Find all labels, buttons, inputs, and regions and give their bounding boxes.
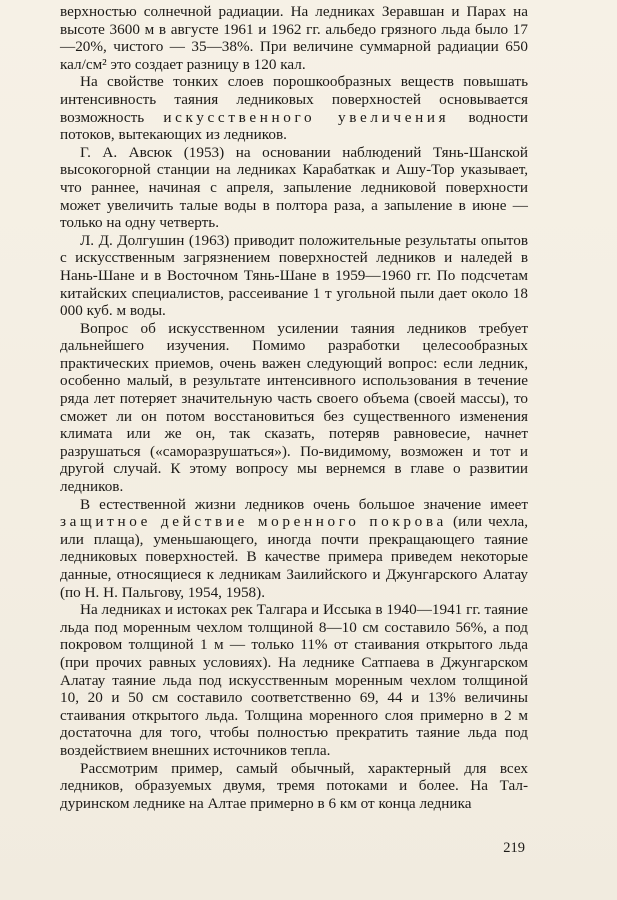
paragraph [60, 496, 528, 602]
emphasized-text: искусственного увеличения [163, 108, 450, 126]
paragraph-text: На ледниках и истоках рек Талгара и Иссыка в 1940—1941 гг. таяние льда под моренным чехлом толщиной 8—10 см составило 56%, а под покровом толщиной 1 м — только 11% от стаивания открытого льда (при прочих равных условиях). На леднике Сатпаева в Джунгарском Алатау таяние льда под искусственным моренным чехлом толщиной 10, 20 и 50 см составило соответственно 69, 44 и 13% величины стаивания открытого льда. Толщина моренного слоя примерно в 2 м достаточна для того, чтобы полностью прекратить таяние льда под воздействием внешних источников тепла. [60, 601, 528, 759]
page-number: 219 [503, 840, 525, 856]
paragraph-text: Л. Д. Долгушин (1963) приводит положительные результаты опытов с искусственным загрязнением поверхностей ледников и наледей в Нань-Шане и в Восточном Тянь-Шане в 1959—1960 гг. По подсчетам китайских специалистов, рассеивание 1 т угольной пыли дает около 18 000 куб. м воды. [60, 231, 528, 320]
paragraph-text: На свойстве тонких слоев порошкообразных веществ повышать интенсивность таяния ледниковых поверхностей основывается возможность [60, 73, 528, 126]
emphasized-text: защитное действие моренного покрова [60, 513, 447, 531]
paragraph [60, 144, 528, 232]
paragraph [60, 232, 528, 320]
paragraph-text: Рассмотрим пример, самый обычный, характерный для всех ледников, образуемых двумя, тремя потоками и более. На Талдуринском леднике на Алтае примерно в 6 км от конца ледника [60, 759, 528, 812]
paragraph [60, 320, 528, 496]
paragraph-text: водности потоков, вытекающих из ледников. [60, 108, 529, 144]
paragraph-text: Г. А. Авсюк (1953) на основании наблюдений Тянь-Шанской высокогорной станции на ледниках Карабаткак и Ашу-Тор указывает, что раннее, начиная с апреля, запыление ледниковой поверхности может увеличить талые воды в полтора раза, а запыление в июне — только на одну четверть. [60, 143, 528, 232]
paragraph [60, 73, 528, 143]
paragraph [60, 760, 528, 813]
paragraph [60, 601, 528, 759]
body-text [60, 3, 528, 812]
paragraph-text: В естественной жизни ледников очень большое значение имеет [80, 495, 528, 513]
paragraph-text: Вопрос об искусственном усилении таяния ледников требует дальнейшего изучения. Помимо разработки целесообразных практических приемов, очень важен следующий вопрос: если ледник, особенно малый, в результате интенсивного использования в течение ряда лет потеряет значительную часть своего объема (своей массы), то сможет ли он потом восстановиться без существенного изменения климата или же он, так сказать, потеряв равновесие, начнет разрушаться («саморазрушаться»). По-видимому, возможен и тот и другой случай. К этому вопросу мы вернемся в главе о развитии ледников. [60, 319, 528, 496]
paragraph-text: (или чехла, или плаща), уменьшающего, иногда почти прекращающего таяние ледниковых поверхностей. В качестве примера приведем некоторые данные, относящиеся к ледникам Заилийского и Джунгарского Алатау (по Н. Н. Пальгову, 1954, 1958). [60, 513, 529, 601]
paragraph-text: верхностью солнечной радиации. На ледниках Зеравшан и Парах на высоте 3600 м в августе 1961 и 1962 гг. альбедо грязного льда было 17—20%, чистого — 35—38%. При величине суммарной радиации 650 кал/см² это создает разницу в 120 кал. [60, 3, 528, 73]
paragraph [60, 3, 528, 73]
